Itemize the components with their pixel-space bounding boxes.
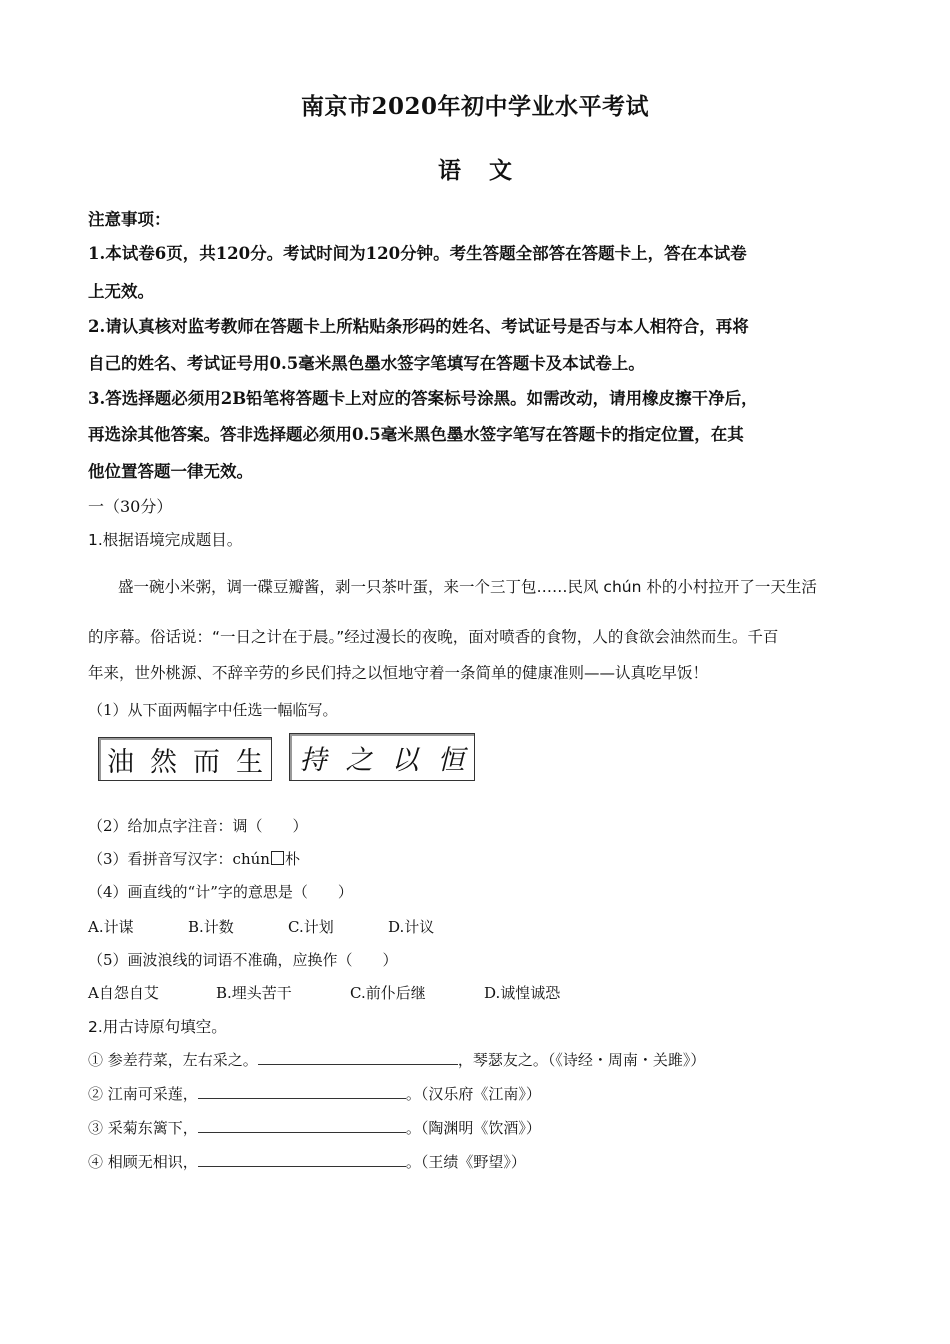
option: D.计议 bbox=[388, 918, 435, 936]
calligraphy-char: 油 bbox=[107, 746, 134, 778]
option: B.埋头苦干 bbox=[216, 984, 292, 1002]
question-1-prompt: 1.根据语境完成题目。 bbox=[88, 531, 243, 549]
poem-before: 采菊东篱下， bbox=[107, 1119, 198, 1137]
item-number: ② bbox=[88, 1085, 104, 1103]
calligraphy-char: 以 bbox=[391, 744, 419, 776]
option: A.计谋 bbox=[88, 918, 134, 936]
notice-line: 自己的姓名、考试证号用0.5毫米黑色墨水签字笔填写在答题卡及本试卷上。 bbox=[88, 354, 645, 373]
fill-blank[interactable] bbox=[198, 1118, 406, 1133]
item-number: ④ bbox=[88, 1153, 104, 1171]
poem-fill-item bbox=[88, 1049, 705, 1070]
passage-line: 的序幕。俗话说：“一日之计在于晨。”经过漫长的夜晚，面对喷香的食物，人的食欲会油然而生。千百 bbox=[88, 628, 779, 646]
sub-question-2: （2）给加点字注音：调（ ） bbox=[88, 817, 308, 835]
fill-blank[interactable] bbox=[198, 1084, 406, 1099]
poem-before: 参差荇菜，左右采之。 bbox=[107, 1051, 258, 1069]
poem-fill-item bbox=[88, 1151, 526, 1172]
poem-after: 。（陶渊明《饮酒》） bbox=[405, 1119, 541, 1137]
sub-question-5: （5）画波浪线的词语不准确，应换作（ ） bbox=[88, 951, 398, 969]
calligraphy-sample-2 bbox=[289, 733, 475, 781]
fill-blank[interactable] bbox=[258, 1050, 458, 1065]
poem-fill-item bbox=[88, 1083, 541, 1104]
sub-question-3-prefix: （3）看拼音写汉字：chún bbox=[88, 850, 270, 868]
item-number: ① bbox=[88, 1051, 104, 1069]
notice-line: 1.本试卷6页，共120分。考试时间为120分钟。考生答题全部答在答题卡上，答在本试卷 bbox=[88, 244, 747, 263]
poem-after: 。（王绩《野望》） bbox=[405, 1153, 526, 1171]
poem-before: 江南可采莲， bbox=[107, 1085, 198, 1103]
poem-fill-item bbox=[88, 1117, 541, 1138]
passage-line: 年来，世外桃源、不辞辛劳的乡民们持之以恒地守着一条简单的健康准则——认真吃早饭！ bbox=[88, 664, 709, 682]
answer-box bbox=[271, 851, 284, 865]
calligraphy-char: 生 bbox=[236, 746, 263, 778]
question-2-prompt: 2.用古诗原句填空。 bbox=[88, 1018, 227, 1036]
notice-line: 2.请认真核对监考教师在答题卡上所粘贴条形码的姓名、考试证号是否与本人相符合，再将 bbox=[88, 317, 749, 336]
option: D.诚惶诚恐 bbox=[484, 984, 561, 1002]
option: A自怨自艾 bbox=[88, 984, 159, 1002]
poem-after: 。（汉乐府《江南》） bbox=[405, 1085, 541, 1103]
sub-question-3 bbox=[88, 848, 300, 869]
poem-after: ，琴瑟友之。（《诗经・周南・关雎》） bbox=[457, 1051, 706, 1069]
subject-char: 文 bbox=[489, 157, 512, 184]
calligraphy-char: 恒 bbox=[437, 744, 465, 776]
calligraphy-char: 而 bbox=[193, 746, 220, 778]
notice-line: 3.答选择题必须用2B铅笔将答题卡上对应的答案标号涂黑。如需改动，请用橡皮擦干净后， bbox=[88, 389, 758, 408]
option: C.前仆后继 bbox=[350, 984, 426, 1002]
passage-line: 盛一碗小米粥，调一碟豆瓣酱，剥一只茶叶蛋，来一个三丁包……民风 chún 朴的小村拉开了一天生活 bbox=[118, 578, 817, 596]
calligraphy-char: 持 bbox=[299, 744, 327, 776]
notice-line: 再选涂其他答案。答非选择题必须用0.5毫米黑色墨水签字笔写在答题卡的指定位置，在其 bbox=[88, 425, 744, 444]
notice-heading: 注意事项： bbox=[88, 210, 171, 229]
notice-line: 上无效。 bbox=[88, 282, 154, 301]
calligraphy-char: 然 bbox=[150, 746, 177, 778]
subject-title bbox=[0, 152, 950, 185]
exam-title: 南京市2020年初中学业水平考试 bbox=[300, 93, 649, 120]
subject-char: 语 bbox=[438, 157, 461, 184]
sub-question-1: （1）从下面两幅字中任选一幅临写。 bbox=[88, 701, 338, 719]
option: B.计数 bbox=[188, 918, 234, 936]
option: C.计划 bbox=[288, 918, 334, 936]
calligraphy-char: 之 bbox=[345, 744, 373, 776]
fill-blank[interactable] bbox=[198, 1152, 406, 1167]
notice-line: 他位置答题一律无效。 bbox=[88, 462, 253, 481]
section-heading: 一（30分） bbox=[88, 497, 173, 516]
sub-question-3-suffix: 朴 bbox=[284, 850, 300, 868]
poem-before: 相顾无相识， bbox=[107, 1153, 198, 1171]
sub-question-4: （4）画直线的“计”字的意思是（ ） bbox=[88, 883, 353, 901]
calligraphy-sample-1 bbox=[98, 737, 272, 781]
item-number: ③ bbox=[88, 1119, 104, 1137]
